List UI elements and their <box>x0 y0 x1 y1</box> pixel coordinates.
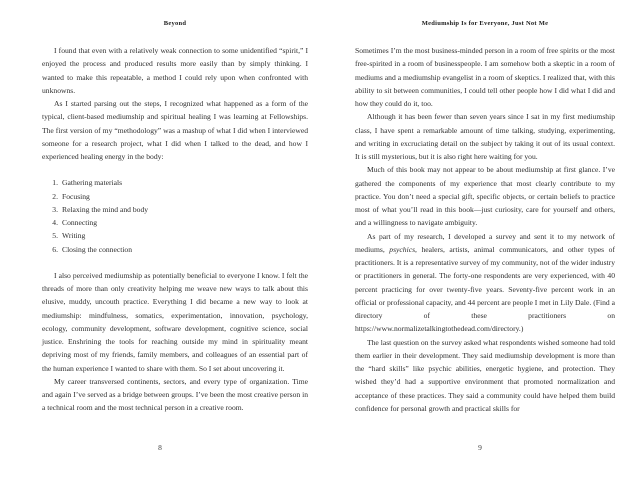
page-number-right: 9 <box>478 443 482 452</box>
running-head-right: Mediumship Is for Everyone, Just Not Me <box>421 20 549 27</box>
paragraph: I also perceived mediumship as potentially beneficial to everyone I know. I felt the threads of more than only creativity helping me weave new ways to talk about this elusive, muddy, uncouth practice. Everything I did became a new way to look at mediumship: mindfulness, somatics, experimentation, innovation, psychology, ecology, community development, software development, cognitive science, social justice. Enshrining the tools for reaching outside my mind in spirituality meant depriving most of my friends, family members, and colleagues of an essential part of the human experience I wanted to share with them. So I set about uncovering it. <box>42 270 308 373</box>
paragraph-segment: , healers, artists, animal communicators, and other types of practitioners. It is a representative survey of my community, not of the wider industry or practitioners in general. The forty-one respondents are very experienced, with 40 percent practicing for over twenty-five years. Seventy-five percent work in an official or professional capacity, and 44 percent are people I met in Lily Dale. (Find a directory of these practitioners on https://www.normalizetalkingtothedead.com/directory.) <box>355 244 616 334</box>
list-item-number: 1. <box>52 178 58 188</box>
list-item-number: 5. <box>52 231 58 241</box>
list-item-label: Gathering materials <box>62 178 123 188</box>
list-item-label: Closing the connection <box>62 244 133 254</box>
page-right <box>320 0 640 480</box>
list-item <box>49 190 308 203</box>
paragraph: My career transversed continents, sectors, and every type of organization. Time and again I’ve served as a bridge between groups. I’ve been the most creative person in a technical room and the most technical person in a creative room. <box>42 376 308 413</box>
method-steps-list <box>49 176 308 256</box>
paragraph: As I started parsing out the steps, I recognized what happened as a form of the typical, client-based mediumship and spiritual healing I was learning at Fellowships. The first version of my “methodology” was a mashup of what I did when I interviewed someone for a research project, what I did when I talked to the dead, and how I experienced healing energy in the body: <box>42 99 308 161</box>
list-item-label: Focusing <box>62 191 90 201</box>
list-item <box>49 203 308 216</box>
list-item-number: 3. <box>52 204 58 214</box>
text-column-right <box>355 44 615 415</box>
page-number-left: 8 <box>158 443 162 452</box>
text-column-left <box>42 44 308 415</box>
list-item-number: 2. <box>52 191 58 201</box>
list-item <box>49 216 308 229</box>
paragraph <box>355 230 615 336</box>
list-item-number: 4. <box>52 218 58 227</box>
paragraph: Although it has been fewer than seven years since I sat in my first mediumship class, I have spent a remarkable amount of time talking, studying, experimenting, and writing in excruciating detail on the subject by taking it out of its usual context. It is still mysterious, but it is also right here waiting for you. <box>355 112 615 161</box>
paragraph: Much of this book may not appear to be about mediumship at first glance. I’ve gathered the components of my experience that most clearly contribute to my practice. You don’t need a special gift, specific objects, or certain beliefs to practice most of what you’ll read in this book—just curiosity, care for yourself and others, and a willingness to navigate ambiguity. <box>355 165 615 228</box>
paragraph: Sometimes I’m the most business-minded person in a room of free spirits or the most free-spirited in a room of businesspeople. I am somehow both a skeptic in a room of mediums and a mediumship evangelist in a room of skeptics. I realized that, with this ability to sit between communities, I could tell other people how I did what I did and how they could do it, too. <box>355 46 615 108</box>
list-item-label: Connecting <box>62 218 98 227</box>
list-item <box>49 229 308 242</box>
paragraph: The last question on the survey asked what respondents wished someone had told them earlier in their development. They said mediumship development is more than the “hard skills” like psychic abilities, energetic hygiene, and protection. They wished they’d had a supportive environment that promoted normalization and acceptance of these practices. They said a community could have helped them build confidence for personal growth and practical skills for <box>355 337 615 413</box>
list-item-label: Writing <box>62 231 86 241</box>
list-item-number: 6. <box>52 244 58 254</box>
paragraph-segment-italic: psychics <box>389 244 416 254</box>
list-item <box>49 243 308 256</box>
list-item <box>49 176 308 189</box>
paragraph: I found that even with a relatively weak connection to some unidentified “spirit,” I enjoyed the process and produced results more easily than by simply thinking. I wanted to make this repeatable, a method I could rely upon when confronted with unknowns. <box>42 46 308 95</box>
running-head-left: Beyond <box>163 20 187 27</box>
paragraph-segment: As part of my research, I developed a survey and sent it to my network of mediums, <box>355 231 615 254</box>
list-item-label: Relaxing the mind and body <box>62 204 149 214</box>
